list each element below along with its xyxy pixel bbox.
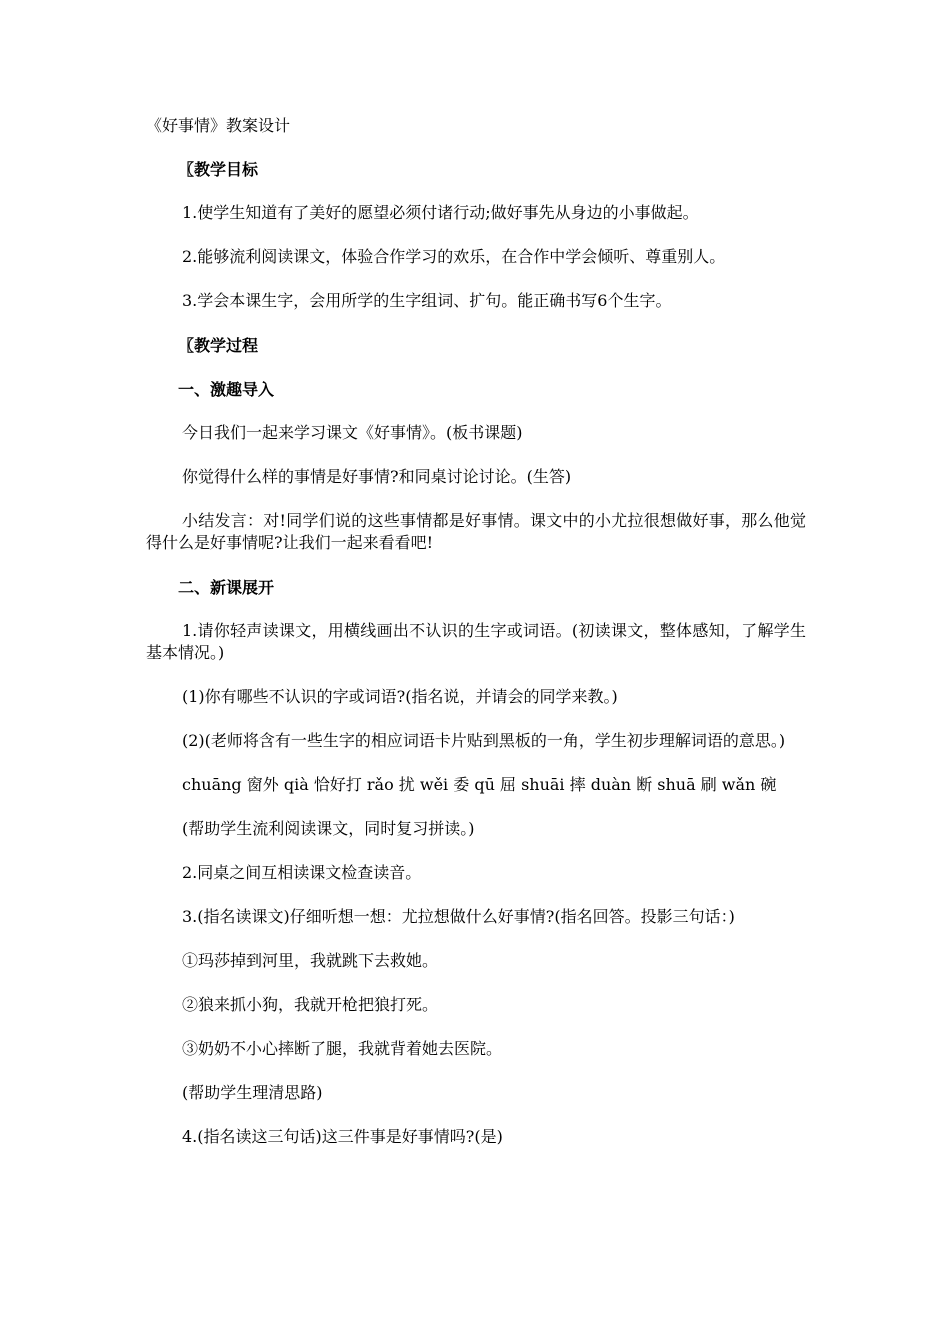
paragraph: (2)(老师将含有一些生字的相应词语卡片贴到黑板的一角，学生初步理解词语的意思。) [182,731,786,750]
paragraph: 你觉得什么样的事情是好事情?和同桌讨论讨论。(生答) [182,467,572,486]
paragraph: 4.(指名读这三句话)这三件事是好事情吗?(是) [182,1127,503,1146]
document-title: 《好事情》教案设计 [146,116,291,135]
section-heading-introduction: 一、激趣导入 [178,380,275,399]
paragraph: 小结发言：对!同学们说的这些事情都是好事情。课文中的小尤拉很想做好事，那么他觉得什么是好事情呢?让我们一起来看看吧! [146,511,806,552]
paragraph: ①玛莎掉到河里，我就跳下去救她。 [182,951,439,970]
pinyin-vocabulary-line: chuāng 窗外 qià 恰好打 rǎo 扰 wěi 委 qū 屈 shuāi 摔 duàn 断 shuā 刷 wǎn 碗 [182,775,777,794]
paragraph: ③奶奶不小心摔断了腿，我就背着她去医院。 [182,1039,503,1058]
paragraph: (1)你有哪些不认识的字或词语?(指名说，并请会的同学来教。) [182,687,618,706]
section-heading-teaching-goals: 〖教学目标 [178,160,259,179]
section-heading-teaching-process: 〖教学过程 [178,336,259,355]
paragraph: 2.能够流利阅读课文，体验合作学习的欢乐，在合作中学会倾听、尊重别人。 [182,247,726,266]
paragraph: 3.学会本课生字，会用所学的生字组词、扩句。能正确书写6个生字。 [182,291,672,310]
paragraph: 2.同桌之间互相读课文检查读音。 [182,863,422,882]
paragraph: ②狼来抓小狗，我就开枪把狼打死。 [182,995,439,1014]
paragraph: (帮助学生理清思路) [182,1083,323,1102]
paragraph: 1.请你轻声读课文，用横线画出不认识的生字或词语。(初读课文，整体感知，了解学生基本情况。) [146,621,806,662]
document-page [146,114,806,1170]
paragraph: 今日我们一起来学习课文《好事情》。(板书课题) [182,423,523,442]
section-heading-new-lesson: 二、新课展开 [178,578,275,597]
paragraph: 1.使学生知道有了美好的愿望必须付诸行动;做好事先从身边的小事做起。 [182,203,699,222]
paragraph: (帮助学生流利阅读课文，同时复习拼读。) [182,819,475,838]
paragraph: 3.(指名读课文)仔细听想一想：尤拉想做什么好事情?(指名回答。投影三句话：) [182,907,735,926]
